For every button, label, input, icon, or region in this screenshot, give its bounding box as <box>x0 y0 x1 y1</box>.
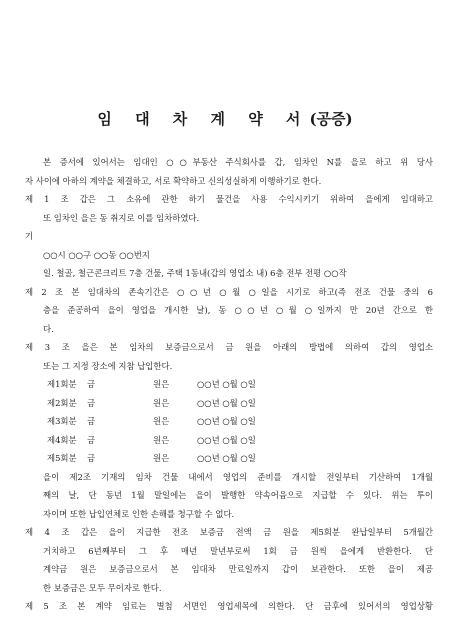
payment-date: ○○년 ○월 ○일 <box>197 453 256 463</box>
document-title <box>0 108 450 129</box>
payment-geum: 금 <box>87 453 96 463</box>
article-3-line-4: 째의 날, 단 동년 1월 말일에는 을이 발행한 약속어음으로 지급할 수 있다. 위는 투이 <box>43 490 433 500</box>
payment-won: 원은 <box>153 416 170 426</box>
payment-geum: 금 <box>87 416 96 426</box>
payment-name: 제5회분 <box>47 453 77 463</box>
payment-name: 제2회분 <box>47 397 77 408</box>
property-description: 일. 철골, 철근콘크리트 7층 건물, 주택 1동내(갑의 영업소 내) 6층 전부 전평 ○○작 <box>43 268 347 278</box>
payment-geum: 금 <box>87 434 96 445</box>
contract-body <box>25 153 433 616</box>
article-4-line-1: 제 4 조 갑은 을이 지급한 전조 보증금 전액 금 원을 제5회분 완납일부터 5개월간 <box>25 527 433 537</box>
article-1-line-1: 제 1 조 갑은 그 소유에 관한 하기 물건을 사용 수익시키기 위하여 을에게 임대하고 <box>25 194 433 204</box>
payment-name: 제1회분 <box>47 379 77 389</box>
article-3-line-5: 자이며 또한 납입연체로 인한 손해를 청구할 수 없다. <box>43 508 235 519</box>
payment-row <box>25 394 433 413</box>
article-4-line-4: 한 보증금은 모두 무이자로 한다. <box>43 582 162 593</box>
payment-name: 제4회분 <box>47 434 77 445</box>
article-4-line-3: 계약금 원은 보증금으로서 본 임대차 만료일까지 갑이 보관한다. 또한 을이 제공 <box>43 564 433 574</box>
property-address: ○○시 ○○구 ○○동 ○○번지 <box>43 249 150 260</box>
preamble-line-1: 본 증서에 있어서는 임대인 ○○부동산 주식회사를 갑, 임차인 N를 을로 하고 위 당사 <box>43 157 433 167</box>
payment-date: ○○년 ○월 ○일 <box>197 397 256 408</box>
article-3-line-1: 제 3 조 을은 본 임차의 보증금으로서 금 원을 아래의 방법에 의하여 갑의 영업소 <box>25 342 433 352</box>
payment-row <box>25 412 433 431</box>
payment-row <box>25 449 433 468</box>
payment-row <box>25 431 433 450</box>
article-2-line-3: 다. <box>43 323 54 334</box>
payment-row <box>25 375 433 394</box>
article-2-line-1: 제 2 조 본 임대차의 존속기간은 ○○년 ○월 ○일을 시기로 하고(즉 전조 건물 중의 6 <box>25 286 433 297</box>
payment-date: ○○년 ○월 ○일 <box>197 416 256 426</box>
preamble-line-2: 자 사이에 아하의 계약을 체결하고, 서로 확약하고 신의성실하게 이행하기로 한다. <box>25 175 322 186</box>
payment-won: 원은 <box>153 453 170 463</box>
article-4-line-2: 거치하고 6년째부터 그 후 매년 말년부로써 1회 금 원씩 을에게 반환한다. 단 <box>43 545 433 556</box>
payment-date: ○○년 ○월 ○일 <box>197 434 256 445</box>
payment-geum: 금 <box>87 397 96 408</box>
payment-date: ○○년 ○월 ○일 <box>197 379 256 389</box>
payment-geum: 금 <box>87 379 96 389</box>
article-5-line-1: 제 5 조 본 계약 임료는 별첨 서면인 영업세목에 의한다. 단 금후에 있어서의 영업상황 <box>25 601 433 611</box>
article-3-line-2: 또는 그 지정 장소에 지참 납입한다. <box>43 360 173 371</box>
payment-name: 제3회분 <box>47 416 77 426</box>
payment-won: 원은 <box>153 397 170 408</box>
notation-gi: 기 <box>25 231 34 241</box>
title-suffix: (공증) <box>309 110 353 128</box>
payment-won: 원은 <box>153 379 170 389</box>
article-2-line-2: 층을 준공하여 을이 영업을 개시한 날), 동 ○○년 ○월 ○일까지 만 20년 간으로 한 <box>43 305 433 315</box>
payment-won: 원은 <box>153 434 170 445</box>
article-1-line-2: 또 임차인 을은 동 취지로 이를 임차하였다. <box>43 212 200 223</box>
article-3-line-3: 을이 제2조 기재의 임차 건물 내에서 영업의 준비를 개시할 전일부터 기산하여 1개월 <box>43 471 433 482</box>
title-main: 임 대 차 계 약 서 <box>97 110 310 128</box>
